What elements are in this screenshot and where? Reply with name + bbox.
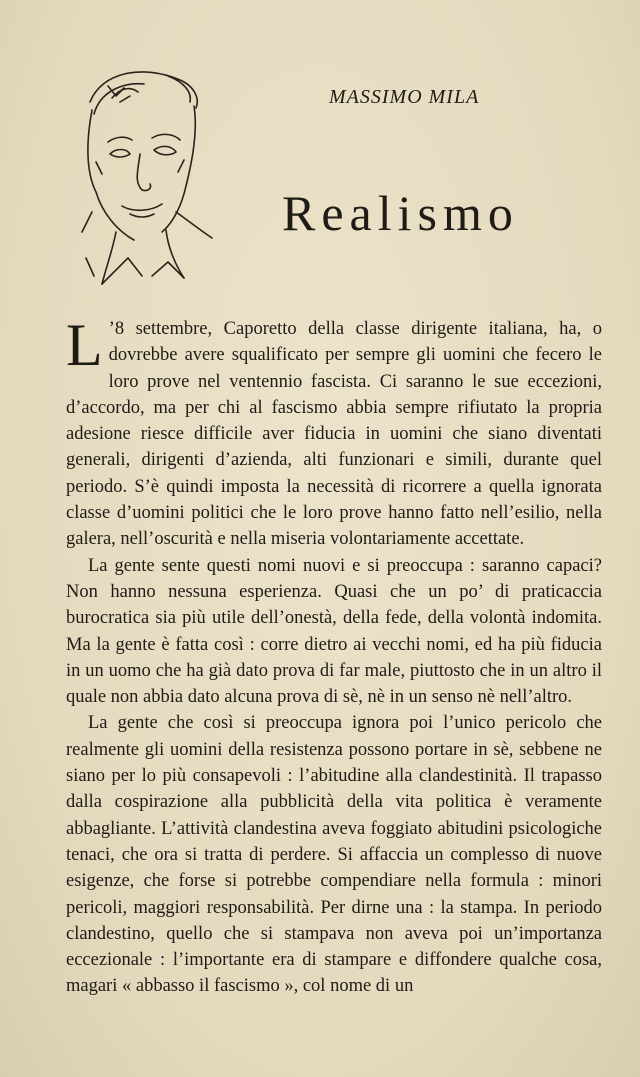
author-name: MASSIMO MILA bbox=[329, 86, 480, 108]
paragraph: La gente che così si preoccupa ignora poi l’unico pericolo che realmente gli uomini della resistenza possono portare in sè, sebbene ne siano per lo più consapevoli : l’abitudine alla clandestinità. Il trapasso dalla cospirazione alla pubblicità della vita politica è veramente abbagliante. L’attività clandestina aveva foggiato abitudini psicologiche tenaci, che ora si tratta di perdere. Si affaccia un complesso di nuove esigenze, che forse si potrebbe compendiare nella formula : minori pericoli, maggiori responsabilità. Per dirne una : la stampa. In periodo clandestino, quello che si stampava non aveva poi un’importanza eccezionale : l’importante era di stampare e diffondere qualche cosa, magari « abbasso il fascismo », col nome di un bbox=[66, 713, 602, 997]
paragraph-text: ’8 settembre, Caporetto della classe dirigente italiana, ha, o dovrebbe avere squalificato per sempre gli uomini che fecero le loro prove nel ventennio fascista. Ci saranno le sue eccezioni, d’accordo, ma per chi al fascismo abbia sempre rifiutato la propria adesione riesce difficile aver fiducia in uomini che siano diventati generali, dirigenti d’azienda, alti funzionari e simili, durante quel periodo. S’è quindi imposta la necessità di ricorrere a quella ignorata classe d’uomini politici che le loro prove hanno fatto nell’esilio, nella galera, nell’oscurità e nella miseria volontariamente accettate. bbox=[66, 319, 602, 550]
paragraph bbox=[66, 312, 602, 553]
article-title: Realismo bbox=[282, 185, 519, 241]
drop-cap: L bbox=[66, 312, 103, 378]
author-portrait-sketch bbox=[72, 62, 222, 294]
article-body bbox=[66, 312, 602, 1000]
paragraph: La gente sente questi nomi nuovi e si preoccupa : saranno capaci? Non hanno nessuna esperienza. Quasi che un po’ di praticaccia burocratica sia più utile dell’onestà, della fede, della volontà indomita. Ma la gente è fatta così : corre dietro ai vecchi nomi, ed ha più fiducia in un uomo che ha già dato prova di far male, piuttosto che in un altro il quale non abbia dato alcuna prova di sè, nè in un senso nè nell’altro. bbox=[66, 555, 602, 708]
